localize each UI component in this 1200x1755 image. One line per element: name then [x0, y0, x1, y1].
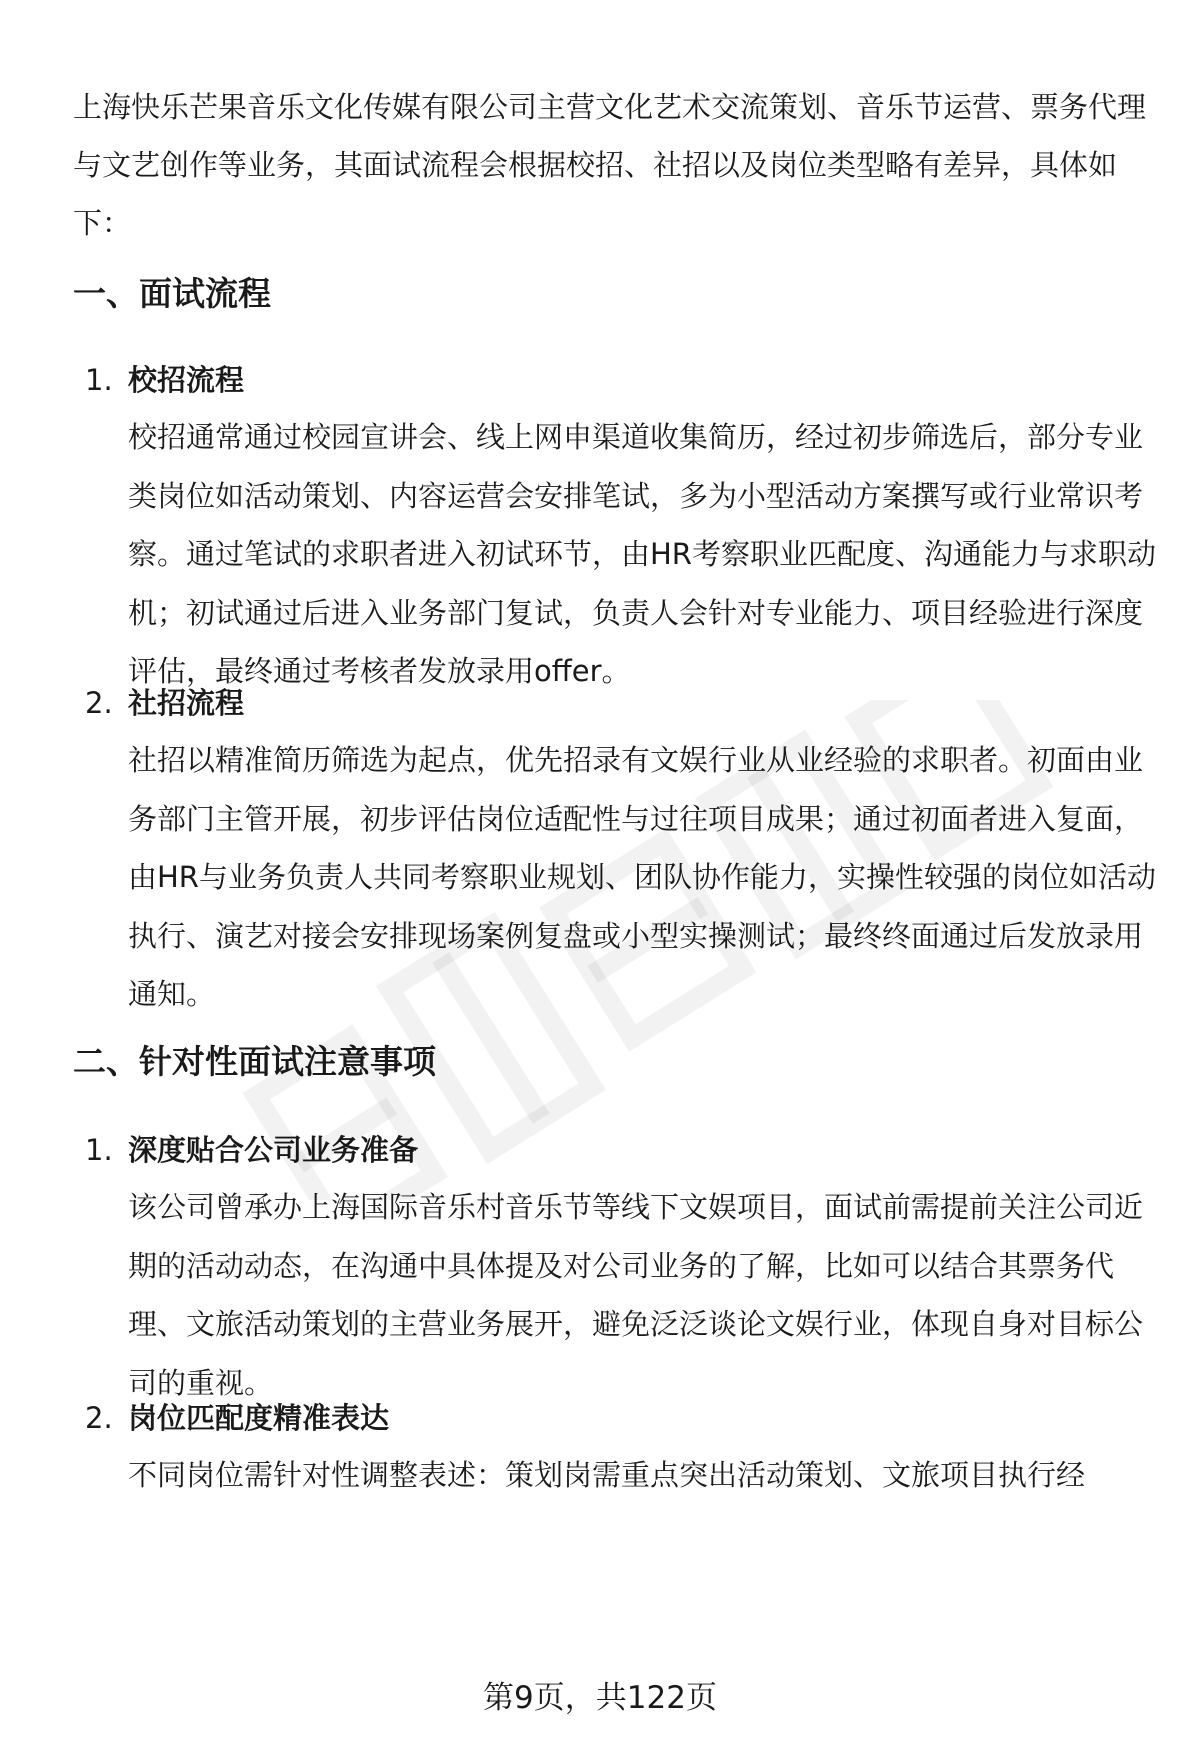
- list-item-campus-recruitment: [73, 358, 1163, 701]
- section-heading-interview-tips: 二、针对性面试注意事项: [73, 1042, 436, 1081]
- list-number: 1.: [85, 363, 113, 397]
- list-item-title: 校招流程: [128, 363, 245, 397]
- list-item-title: 岗位匹配度精准表达: [128, 1401, 390, 1435]
- list-number: 2.: [85, 686, 113, 720]
- list-item-body: 社招以精准简历筛选为起点，优先招录有文娱行业从业经验的求职者。初面由业务部门主管开展，初步评估岗位适配性与过往项目成果；通过初面者进入复面，由HR与业务负责人共同考察职业规划、团队协作能力，实操性较强的岗位如活动执行、演艺对接会安排现场案例复盘或小型实操测试；最终终面通过后发放录用通知。: [128, 743, 1156, 1011]
- list-item-business-preparation: [73, 1128, 1163, 1412]
- list-item-body: 校招通常通过校园宣讲会、线上网申渠道收集简历，经过初步筛选后，部分专业类岗位如活动策划、内容运营会安排笔试，多为小型活动方案撰写或行业常识考察。通过笔试的求职者进入初试环节，由HR考察职业匹配度、沟通能力与求职动机；初试通过后进入业务部门复试，负责人会针对专业能力、项目经验进行深度评估，最终通过考核者发放录用offer。: [128, 420, 1156, 688]
- list-item-body: 该公司曾承办上海国际音乐村音乐节等线下文娱项目，面试前需提前关注公司近期的活动动态，在沟通中具体提及对公司业务的了解，比如可以结合其票务代理、文旅活动策划的主营业务展开，避免泛泛谈论文娱行业，体现自身对目标公司的重视。: [128, 1190, 1144, 1400]
- list-number: 2.: [85, 1401, 113, 1435]
- intro-paragraph: 上海快乐芒果音乐文化传媒有限公司主营文化艺术交流策划、音乐节运营、票务代理与文艺创作等业务，其面试流程会根据校招、社招以及岗位类型略有差异，具体如下：: [73, 90, 1147, 240]
- list-item-social-recruitment: [73, 681, 1163, 1024]
- page-number-footer: 第9页，共122页: [483, 1680, 717, 1716]
- list-item-title: 社招流程: [128, 686, 245, 720]
- section-heading-interview-process: 一、面试流程: [73, 274, 271, 313]
- list-item-body: 不同岗位需针对性调整表述：策划岗需重点突出活动策划、文旅项目执行经: [128, 1458, 1086, 1492]
- list-item-title: 深度贴合公司业务准备: [128, 1133, 419, 1167]
- list-item-position-match: [73, 1396, 1163, 1505]
- list-number: 1.: [85, 1133, 113, 1167]
